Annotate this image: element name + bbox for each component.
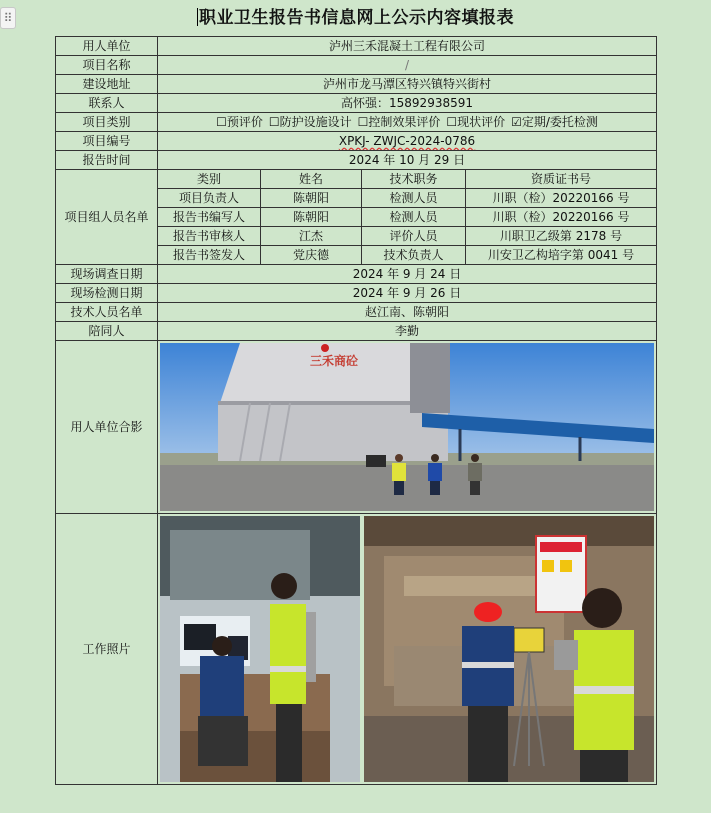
team-header-row	[56, 170, 657, 189]
page-title	[0, 6, 711, 30]
survey-date-value[interactable]: 2024 年 9 月 24 日	[158, 265, 657, 284]
group-photo-image[interactable]	[160, 343, 654, 511]
contact-value[interactable]: 高怀强：15892938591	[158, 94, 657, 113]
work-photos-cell	[158, 514, 657, 785]
team-cell-title[interactable]: 评价人员	[362, 227, 466, 246]
category-option-protection-design[interactable]: ☐防护设施设计	[268, 115, 352, 129]
project-no-text: XPKJ- ZWJC-2024-0786	[338, 134, 476, 148]
team-cell-name[interactable]: 江杰	[261, 227, 362, 246]
team-cell-title[interactable]: 技术负责人	[362, 246, 466, 265]
category-label: 项目类别	[56, 113, 158, 132]
companion-label: 陪同人	[56, 322, 158, 341]
team-header-name: 姓名	[261, 170, 362, 189]
team-cell-cert[interactable]: 川职卫乙级第 2178 号	[466, 227, 657, 246]
row-address	[56, 75, 657, 94]
tech-staff-label: 技术人员名单	[56, 303, 158, 322]
work-photos-group	[158, 514, 656, 784]
row-group-photo	[56, 341, 657, 514]
project-name-value[interactable]: /	[158, 56, 657, 75]
team-cell-role: 报告书编写人	[158, 208, 261, 227]
row-report-time	[56, 151, 657, 170]
report-form-table	[55, 36, 657, 785]
report-time-label: 报告时间	[56, 151, 158, 170]
employer-value[interactable]: 泸州三禾混凝土工程有限公司	[158, 37, 657, 56]
text-cursor	[197, 8, 198, 26]
row-project-name	[56, 56, 657, 75]
report-time-value[interactable]: 2024 年 10 月 29 日	[158, 151, 657, 170]
group-photo-label: 用人单位合影	[56, 341, 158, 514]
team-label: 项目组人员名单	[56, 170, 158, 265]
row-survey-date	[56, 265, 657, 284]
row-tech-staff	[56, 303, 657, 322]
team-cell-cert[interactable]: 川职（检）20220166 号	[466, 208, 657, 227]
work-photo-plant[interactable]	[364, 516, 654, 782]
category-option-periodic-testing[interactable]: ☑定期/委托检测	[511, 115, 598, 129]
team-cell-role: 报告书审核人	[158, 227, 261, 246]
title-text: 职业卫生报告书信息网上公示内容填报表	[199, 8, 514, 28]
category-option-control-effect[interactable]: ☐控制效果评价	[357, 115, 441, 129]
team-cell-title[interactable]: 检测人员	[362, 208, 466, 227]
row-work-photos	[56, 514, 657, 785]
category-option-status-evaluation[interactable]: ☐现状评价	[446, 115, 506, 129]
drag-handle-icon[interactable]: ⠿	[0, 7, 16, 29]
project-name-label: 项目名称	[56, 56, 158, 75]
team-header-category: 类别	[158, 170, 261, 189]
row-companion	[56, 322, 657, 341]
work-photo-office[interactable]	[160, 516, 360, 782]
building-sign: 三禾商砼	[310, 354, 359, 368]
category-options	[158, 113, 657, 132]
team-header-cert: 资质证书号	[466, 170, 657, 189]
survey-date-label: 现场调查日期	[56, 265, 158, 284]
companion-value[interactable]: 李勤	[158, 322, 657, 341]
group-photo-cell	[158, 341, 657, 514]
work-photos-label: 工作照片	[56, 514, 158, 785]
team-cell-name[interactable]: 党庆德	[261, 246, 362, 265]
row-category	[56, 113, 657, 132]
team-cell-name[interactable]: 陈朝阳	[261, 189, 362, 208]
test-date-label: 现场检测日期	[56, 284, 158, 303]
team-cell-cert[interactable]: 川安卫乙构培字第 0041 号	[466, 246, 657, 265]
row-project-no	[56, 132, 657, 151]
team-cell-cert[interactable]: 川职（检）20220166 号	[466, 189, 657, 208]
contact-label: 联系人	[56, 94, 158, 113]
team-header-title: 技术职务	[362, 170, 466, 189]
team-cell-role: 报告书签发人	[158, 246, 261, 265]
project-no-value[interactable]	[158, 132, 657, 151]
row-contact	[56, 94, 657, 113]
team-cell-role: 项目负责人	[158, 189, 261, 208]
employer-label: 用人单位	[56, 37, 158, 56]
row-test-date	[56, 284, 657, 303]
address-label: 建设地址	[56, 75, 158, 94]
project-no-label: 项目编号	[56, 132, 158, 151]
category-option-pre-evaluation[interactable]: ☐预评价	[216, 115, 263, 129]
test-date-value[interactable]: 2024 年 9 月 26 日	[158, 284, 657, 303]
team-cell-title[interactable]: 检测人员	[362, 189, 466, 208]
tech-staff-value[interactable]: 赵江南、陈朝阳	[158, 303, 657, 322]
row-employer	[56, 37, 657, 56]
address-value[interactable]: 泸州市龙马潭区特兴镇特兴街村	[158, 75, 657, 94]
team-cell-name[interactable]: 陈朝阳	[261, 208, 362, 227]
